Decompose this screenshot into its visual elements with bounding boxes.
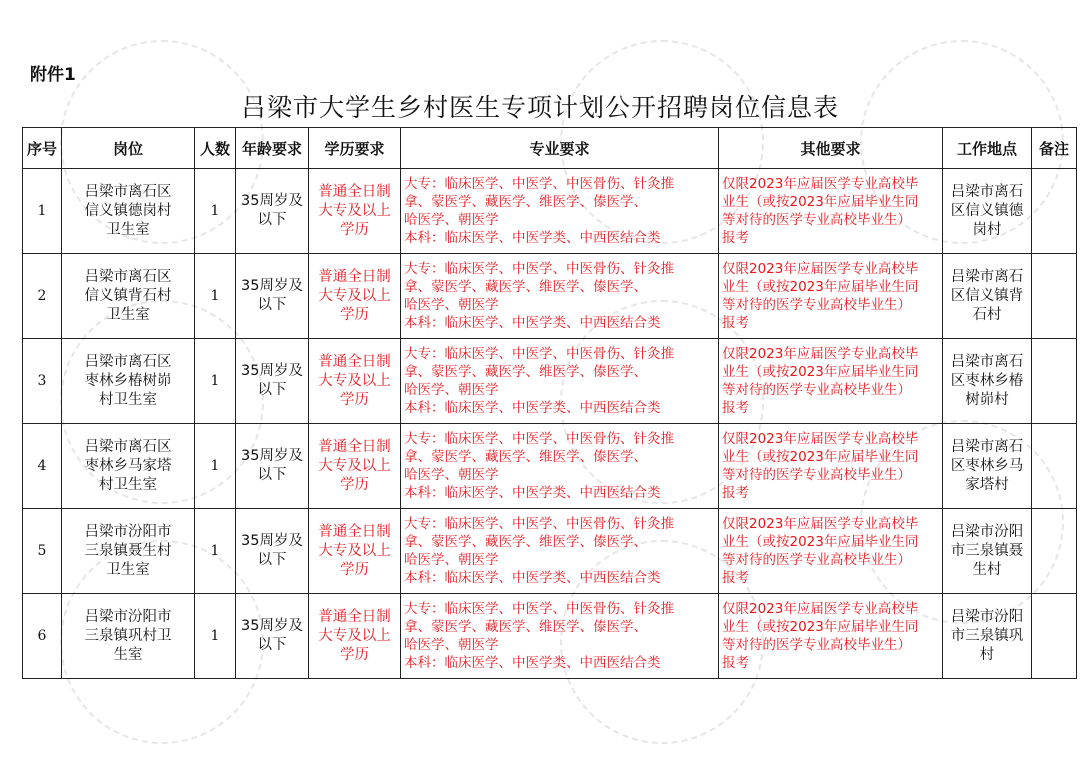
age-line: 以下 [257,212,287,228]
cell-location [943,509,1032,594]
other-line: 报考 [722,400,749,416]
major-line: 拿、蒙医学、藏医学、维医学、傣医学、 [404,279,647,295]
cell-count: 1 [195,339,236,424]
cell-index: 6 [23,594,62,679]
other-line: 报考 [722,570,749,586]
major-line: 大专：临床医学、中医学、中医骨伤、针灸推 [404,516,674,532]
location-line: 区信义镇德 [950,202,1024,219]
location-line: 区信义镇背 [950,287,1024,304]
education-line: 大专及以上 [318,457,391,474]
location-line: 村 [979,646,995,663]
cell-location [943,424,1032,509]
cell-note [1032,424,1077,509]
major-line: 本科：临床医学、中医学类、中西医结合类 [404,400,661,416]
major-line: 大专：临床医学、中医学、中医骨伤、针灸推 [404,346,674,362]
column-header-age: 年龄要求 [236,128,309,169]
cell-other [719,254,943,339]
position-line: 枣林乡马家塔 [84,457,172,474]
cell-index: 4 [23,424,62,509]
education-line: 学历 [340,391,369,408]
table-header-row [23,128,1077,169]
cell-age [236,424,309,509]
other-line: 等对待的医学专业高校毕业生） [722,467,911,483]
column-header-other: 其他要求 [719,128,943,169]
major-line: 大专：临床医学、中医学、中医骨伤、针灸推 [404,261,674,277]
age-line: 35周岁及 [241,448,303,464]
position-line: 卫生室 [106,221,150,238]
location-line: 石村 [972,306,1002,323]
cell-major [401,424,719,509]
position-line: 信义镇德岗村 [84,202,172,219]
other-line: 仅限2023年应届医学专业高校毕 [722,176,919,192]
location-line: 树峁村 [965,391,1009,408]
column-header-note: 备注 [1032,128,1077,169]
position-line: 村卫生室 [99,476,157,493]
major-line: 拿、蒙医学、藏医学、维医学、傣医学、 [404,534,647,550]
location-line: 吕梁市离石 [950,353,1024,370]
position-line: 吕梁市汾阳市 [84,608,172,625]
other-line: 报考 [722,655,749,671]
education-line: 大专及以上 [318,372,391,389]
cell-other [719,509,943,594]
cell-education [309,424,401,509]
table-row [23,254,1077,339]
cell-position [62,509,195,594]
cell-education [309,509,401,594]
table-row [23,339,1077,424]
education-line: 普通全日制 [318,438,391,455]
cell-position [62,424,195,509]
education-line: 大专及以上 [318,287,391,304]
location-line: 吕梁市汾阳 [950,608,1024,625]
other-line: 等对待的医学专业高校毕业生） [722,297,911,313]
cell-note [1032,509,1077,594]
attachment-label: 附件1 [30,65,76,85]
other-line: 仅限2023年应届医学专业高校毕 [722,346,919,362]
major-line: 大专：临床医学、中医学、中医骨伤、针灸推 [404,601,674,617]
major-line: 哈医学、朝医学 [404,467,499,483]
cell-location [943,169,1032,254]
cell-age [236,509,309,594]
education-line: 普通全日制 [318,268,391,285]
age-line: 以下 [257,467,287,483]
position-line: 卫生室 [106,561,150,578]
table-row [23,509,1077,594]
position-line: 枣林乡椿树峁 [84,372,172,389]
other-line: 报考 [722,230,749,246]
major-line: 哈医学、朝医学 [404,637,499,653]
position-line: 吕梁市离石区 [84,353,172,370]
cell-age [236,594,309,679]
other-line: 仅限2023年应届医学专业高校毕 [722,601,919,617]
major-line: 哈医学、朝医学 [404,382,499,398]
location-line: 吕梁市离石 [950,268,1024,285]
cell-position [62,594,195,679]
other-line: 业生（或按2023年应届毕业生同 [722,279,919,295]
column-header-location: 工作地点 [943,128,1032,169]
major-line: 大专：临床医学、中医学、中医骨伤、针灸推 [404,176,674,192]
other-line: 等对待的医学专业高校毕业生） [722,552,911,568]
major-line: 拿、蒙医学、藏医学、维医学、傣医学、 [404,619,647,635]
location-line: 吕梁市离石 [950,183,1024,200]
age-line: 以下 [257,552,287,568]
major-line: 大专：临床医学、中医学、中医骨伤、针灸推 [404,431,674,447]
cell-education [309,339,401,424]
location-line: 岗村 [972,221,1002,238]
table-row [23,594,1077,679]
position-line: 卫生室 [106,306,150,323]
other-line: 等对待的医学专业高校毕业生） [722,212,911,228]
location-line: 市三泉镇聂 [950,542,1024,559]
education-line: 学历 [340,476,369,493]
education-line: 学历 [340,306,369,323]
cell-note [1032,169,1077,254]
education-line: 普通全日制 [318,183,391,200]
cell-other [719,169,943,254]
column-header-major: 专业要求 [401,128,719,169]
major-line: 本科：临床医学、中医学类、中西医结合类 [404,315,661,331]
cell-position [62,339,195,424]
column-header-index: 序号 [23,128,62,169]
cell-major [401,594,719,679]
cell-location [943,594,1032,679]
cell-index: 3 [23,339,62,424]
cell-other [719,424,943,509]
position-line: 吕梁市离石区 [84,268,172,285]
other-line: 报考 [722,485,749,501]
education-line: 学历 [340,221,369,238]
cell-major [401,169,719,254]
location-line: 市三泉镇巩 [950,627,1024,644]
position-line: 信义镇背石村 [84,287,172,304]
cell-education [309,254,401,339]
other-line: 业生（或按2023年应届毕业生同 [722,449,919,465]
major-line: 本科：临床医学、中医学类、中西医结合类 [404,655,661,671]
cell-education [309,169,401,254]
education-line: 大专及以上 [318,627,391,644]
cell-count: 1 [195,594,236,679]
cell-position [62,169,195,254]
position-line: 三泉镇巩村卫 [84,627,172,644]
column-header-position: 岗位 [62,128,195,169]
cell-major [401,254,719,339]
position-line: 吕梁市汾阳市 [84,523,172,540]
major-line: 哈医学、朝医学 [404,297,499,313]
cell-age [236,169,309,254]
cell-other [719,594,943,679]
other-line: 仅限2023年应届医学专业高校毕 [722,261,919,277]
major-line: 哈医学、朝医学 [404,552,499,568]
other-line: 等对待的医学专业高校毕业生） [722,637,911,653]
age-line: 以下 [257,637,287,653]
column-header-education: 学历要求 [309,128,401,169]
table-row [23,424,1077,509]
column-header-count: 人数 [195,128,236,169]
location-line: 区枣林乡马 [950,457,1024,474]
major-line: 本科：临床医学、中医学类、中西医结合类 [404,570,661,586]
age-line: 35周岁及 [241,533,303,549]
cell-age [236,339,309,424]
other-line: 业生（或按2023年应届毕业生同 [722,534,919,550]
cell-location [943,254,1032,339]
cell-count: 1 [195,509,236,594]
education-line: 学历 [340,561,369,578]
education-line: 学历 [340,646,369,663]
age-line: 35周岁及 [241,618,303,634]
other-line: 等对待的医学专业高校毕业生） [722,382,911,398]
position-line: 吕梁市离石区 [84,438,172,455]
cell-note [1032,254,1077,339]
page-title: 吕梁市大学生乡村医生专项计划公开招聘岗位信息表 [240,93,839,122]
cell-location [943,339,1032,424]
other-line: 业生（或按2023年应届毕业生同 [722,619,919,635]
table-row [23,169,1077,254]
age-line: 35周岁及 [241,193,303,209]
major-line: 本科：临床医学、中医学类、中西医结合类 [404,485,661,501]
education-line: 大专及以上 [318,542,391,559]
cell-note [1032,594,1077,679]
job-positions-table [22,127,1077,679]
other-line: 业生（或按2023年应届毕业生同 [722,364,919,380]
cell-note [1032,339,1077,424]
location-line: 吕梁市离石 [950,438,1024,455]
location-line: 区枣林乡椿 [950,372,1024,389]
other-line: 报考 [722,315,749,331]
cell-index: 5 [23,509,62,594]
location-line: 吕梁市汾阳 [950,523,1024,540]
cell-other [719,339,943,424]
education-line: 普通全日制 [318,523,391,540]
cell-index: 2 [23,254,62,339]
cell-position [62,254,195,339]
major-line: 哈医学、朝医学 [404,212,499,228]
cell-education [309,594,401,679]
education-line: 普通全日制 [318,353,391,370]
cell-count: 1 [195,254,236,339]
cell-count: 1 [195,169,236,254]
cell-age [236,254,309,339]
location-line: 家塔村 [965,476,1009,493]
age-line: 35周岁及 [241,363,303,379]
cell-major [401,509,719,594]
major-line: 拿、蒙医学、藏医学、维医学、傣医学、 [404,449,647,465]
other-line: 仅限2023年应届医学专业高校毕 [722,431,919,447]
location-line: 生村 [972,561,1002,578]
other-line: 仅限2023年应届医学专业高校毕 [722,516,919,532]
position-line: 三泉镇聂生村 [84,542,172,559]
age-line: 以下 [257,382,287,398]
major-line: 本科：临床医学、中医学类、中西医结合类 [404,230,661,246]
age-line: 以下 [257,297,287,313]
cell-index: 1 [23,169,62,254]
education-line: 大专及以上 [318,202,391,219]
cell-count: 1 [195,424,236,509]
cell-major [401,339,719,424]
major-line: 拿、蒙医学、藏医学、维医学、傣医学、 [404,194,647,210]
age-line: 35周岁及 [241,278,303,294]
major-line: 拿、蒙医学、藏医学、维医学、傣医学、 [404,364,647,380]
position-line: 生室 [113,646,143,663]
education-line: 普通全日制 [318,608,391,625]
other-line: 业生（或按2023年应届毕业生同 [722,194,919,210]
position-line: 吕梁市离石区 [84,183,172,200]
position-line: 村卫生室 [99,391,157,408]
